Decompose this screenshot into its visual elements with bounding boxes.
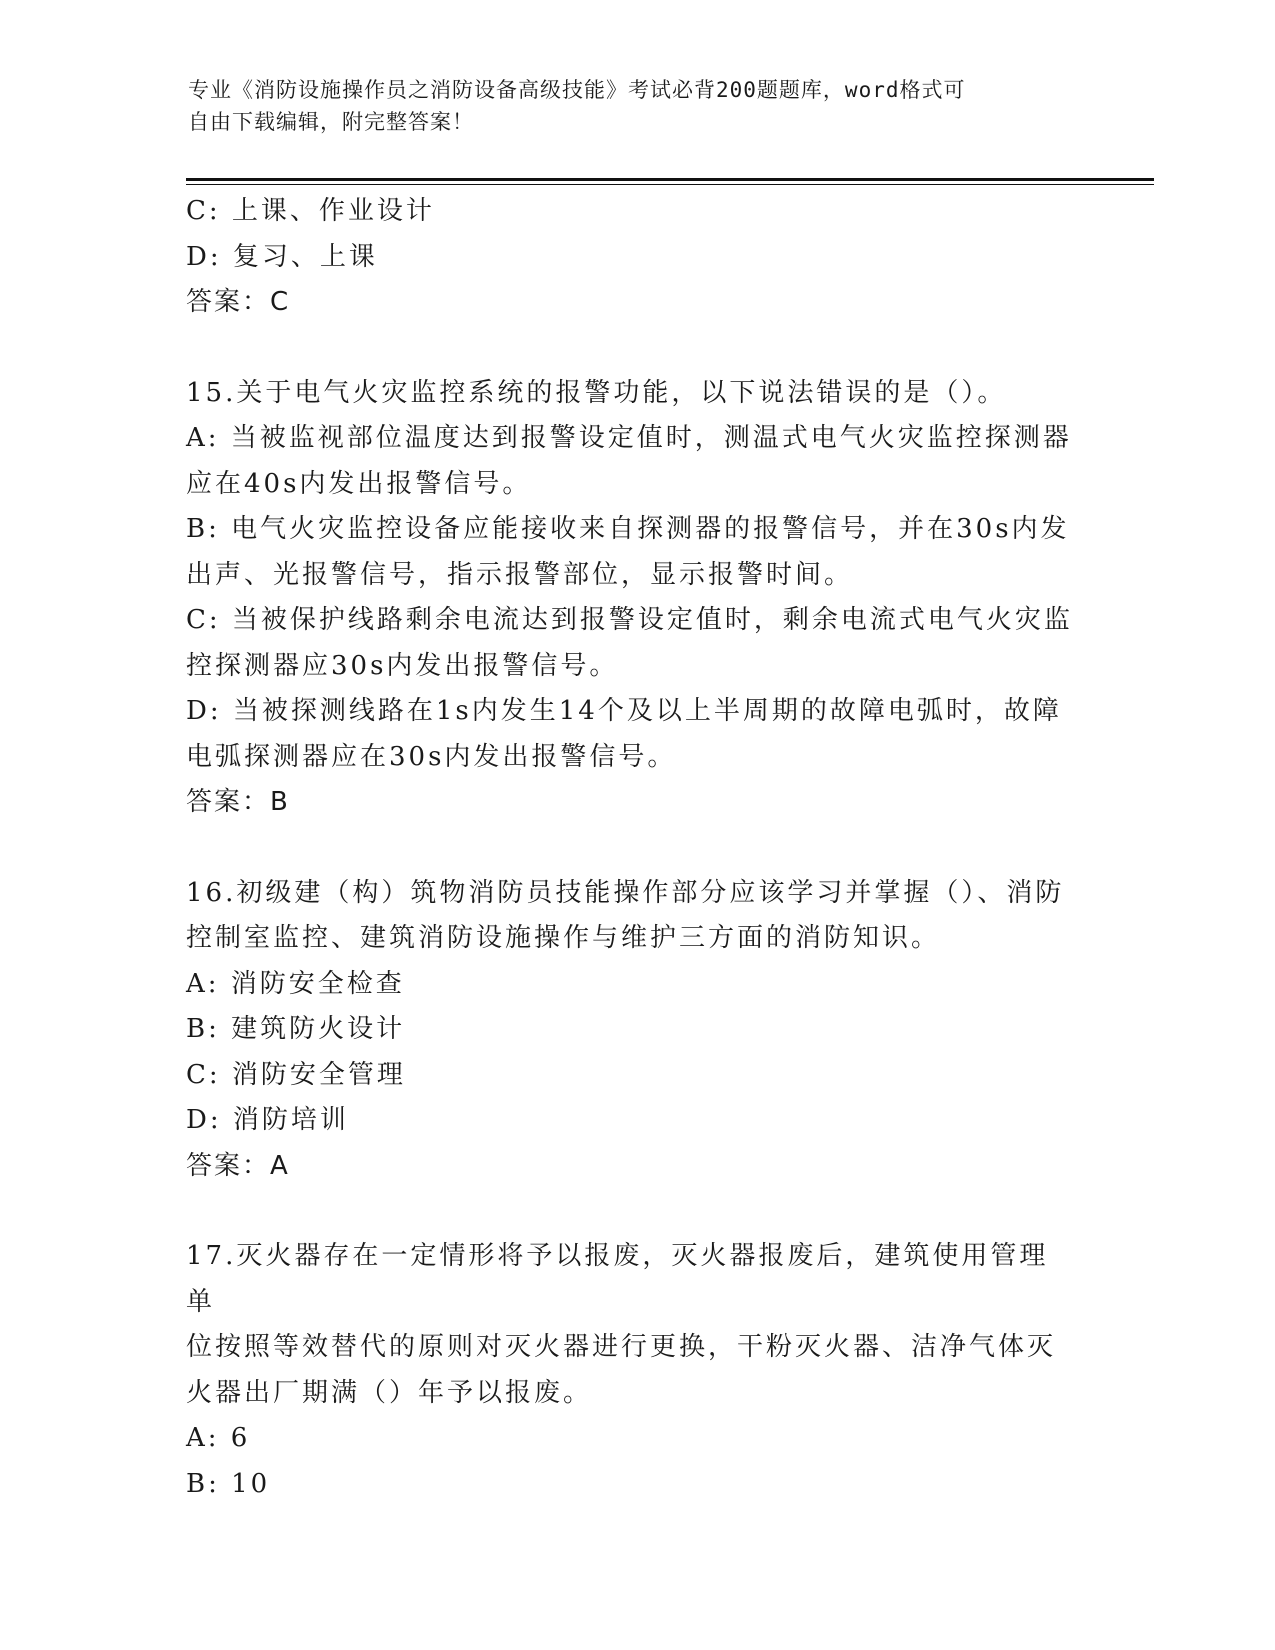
question-gap <box>186 826 1076 871</box>
header-line-1: 专业《消防设施操作员之消防设备高级技能》考试必背200题题库，word格式可 <box>188 78 966 102</box>
question-stem-line-1: 16.初级建（构）筑物消防员技能操作部分应该学习并掌握（）、消防 <box>186 877 1065 908</box>
option-b-line-1: B: 电气火灾监控设备应能接收来自探测器的报警信号，并在30s内发 <box>186 514 1070 544</box>
question-gap <box>186 326 1076 371</box>
header-divider-thick <box>186 178 1154 181</box>
option-b-line-2: 出声、光报警信号，指示报警部位，显示报警时间。 <box>186 559 854 590</box>
question-gap <box>186 1189 1076 1234</box>
option-c-line-2: 控探测器应30s内发出报警信号。 <box>186 650 619 681</box>
option-d-line-1: D: 当被探测线路在1s内发生14个及以上半周期的故障电弧时，故障 <box>186 696 1062 726</box>
option-d: D: 消防培训 <box>186 1105 349 1135</box>
question-17 <box>186 1234 1076 1507</box>
option-d: D: 复习、上课 <box>186 241 378 272</box>
question-stem-line-1: 17.灭火器存在一定情形将予以报废，灭火器报废后，建筑使用管理单 <box>186 1241 1049 1317</box>
option-b: B: 10 <box>186 1468 271 1499</box>
question-stem-line-2: 控制室监控、建筑消防设施操作与维护三方面的消防知识。 <box>186 923 941 953</box>
option-b: B: 建筑防火设计 <box>186 1014 406 1044</box>
header-line-2: 自由下载编辑，附完整答案！ <box>188 110 474 134</box>
answer-label: 答案：B <box>186 787 290 817</box>
option-c: C: 消防安全管理 <box>186 1059 406 1090</box>
header-divider-thin <box>186 184 1154 185</box>
question-14-tail <box>186 189 1076 326</box>
question-stem-line-2: 位按照等效替代的原则对灭火器进行更换，干粉灭火器、洁净气体灭 <box>186 1332 1057 1362</box>
question-list <box>186 189 1076 1507</box>
question-16 <box>186 871 1076 1190</box>
option-d-line-2: 电弧探测器应在30s内发出报警信号。 <box>186 741 677 772</box>
question-15 <box>186 371 1076 826</box>
option-c: C: 上课、作业设计 <box>186 196 435 226</box>
option-a-line-1: A: 当被监视部位温度达到报警设定值时，测温式电气火灾监控探测器 <box>186 423 1072 453</box>
document-header <box>188 74 1068 138</box>
option-a: A: 6 <box>186 1423 251 1453</box>
option-c-line-1: C: 当被保护线路剩余电流达到报警设定值时，剩余电流式电气火灾监 <box>186 605 1073 635</box>
answer-label: 答案：A <box>186 1150 290 1181</box>
option-a: A: 消防安全检查 <box>186 968 405 999</box>
answer-label: 答案：C <box>186 287 291 317</box>
question-stem: 15.关于电气火灾监控系统的报警功能，以下说法错误的是（）。 <box>186 377 1007 408</box>
option-a-line-2: 应在40s内发出报警信号。 <box>186 468 532 499</box>
question-stem-line-3: 火器出厂期满（）年予以报废。 <box>186 1377 593 1408</box>
